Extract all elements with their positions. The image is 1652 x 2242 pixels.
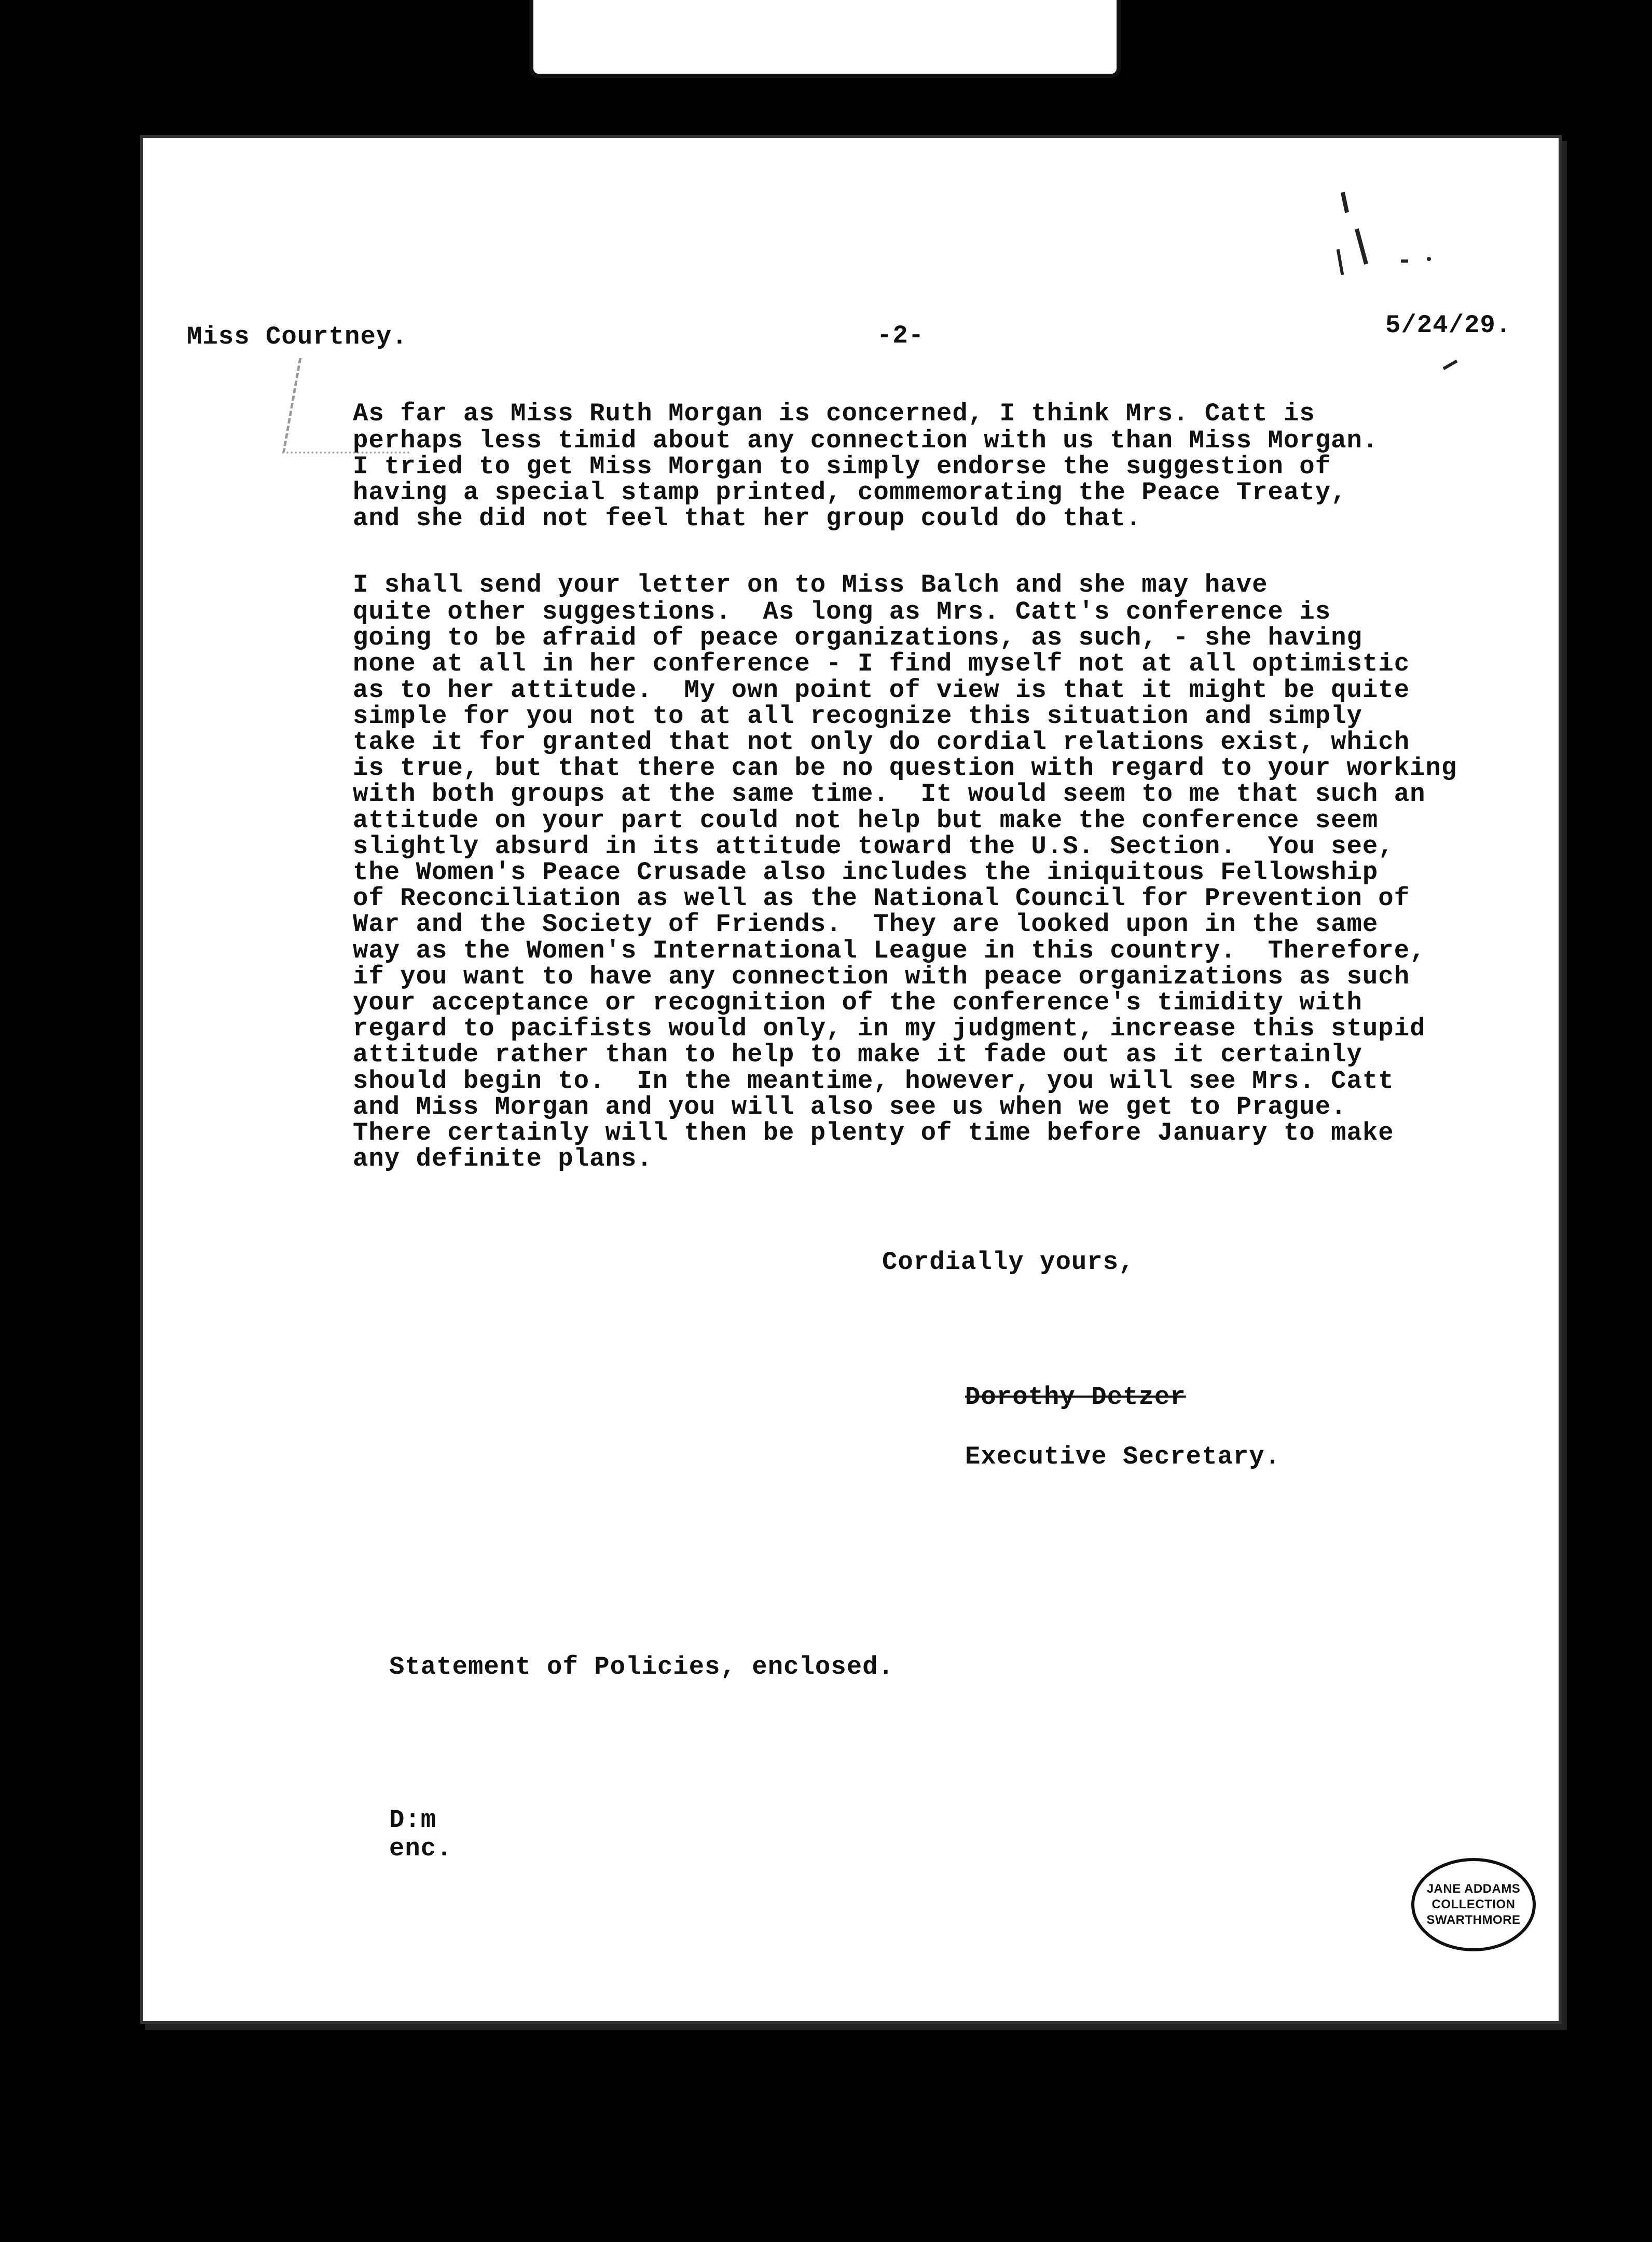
stamp-line-1: JANE ADDAMS <box>1426 1882 1521 1896</box>
pencil-mark <box>1427 257 1431 261</box>
paragraph-1-lines: perhaps less timid about any connection with us than Miss Morgan. I tried to get Miss Morgan to simply endorse the suggestion of having a special stamp printed, commemorating the Peace Treaty, and she did not feel that her group could do that. <box>353 426 1379 533</box>
typist-initials: D:m <box>389 1806 437 1835</box>
stamp-line-2: COLLECTION <box>1431 1897 1516 1911</box>
top-folder-tab <box>529 0 1121 78</box>
archive-stamp <box>1411 1858 1536 1951</box>
enclosure-note: Statement of Policies, enclosed. <box>389 1652 894 1682</box>
paragraph-1-first-line: As far as Miss Ruth Morgan is concerned, I think Mrs. Catt is <box>353 399 1315 428</box>
paragraph-2-lines: quite other suggestions. As long as Mrs. Catt's conference is going to be afraid of peace organizations, as such, - she having none at all in her conference - I find myself not at all optimistic as to her attitude. My own point of view is that it might be quite simple for you not to at all recognize this situation and simply take it for granted that not only do cordial relations exist, which is true, but that there can be no question with regard to your working with both groups at the same time. It would seem to me that such an attitude on your part could not help but make the conference seem slightly absurd in its attitude toward the U.S. Section. You see, the Women's Peace Crusade also includes the iniquitous Fellowship of Reconciliation as well as the National Council for Prevention of War and the Society of Friends. They are looked upon in the same way as the Women's International League in this country. Therefore, if you want to have any connection with peace organizations as such your acceptance or recognition of the conference's timidity with regard to pacifists would only, in my judgment, increase this stupid attitude rather than to help to make it fade out as it certainly should begin to. In the meantime, however, you will see Mrs. Catt and Miss Morgan and you will also see us when we get to Prague. There certainly will then be plenty of time before January to make any definite plans. <box>353 597 1457 1174</box>
stamp-line-3: SWARTHMORE <box>1426 1913 1521 1927</box>
signer-title: Executive Secretary. <box>965 1442 1281 1471</box>
page-number: -2- <box>877 321 925 350</box>
enclosure-abbrev: enc. <box>389 1834 452 1863</box>
letter-date: 5/24/29. <box>1385 311 1512 340</box>
signature: Dorothy Detzer <box>965 1383 1186 1412</box>
paragraph-2-first-line: I shall send your letter on to Miss Balch and she may have <box>353 570 1268 599</box>
paragraph-2-body <box>353 599 1457 1172</box>
closing: Cordially yours, <box>882 1248 1135 1277</box>
paragraph-1-body <box>353 428 1378 531</box>
pencil-mark <box>1401 259 1408 263</box>
addressee: Miss Courtney. <box>187 322 408 351</box>
